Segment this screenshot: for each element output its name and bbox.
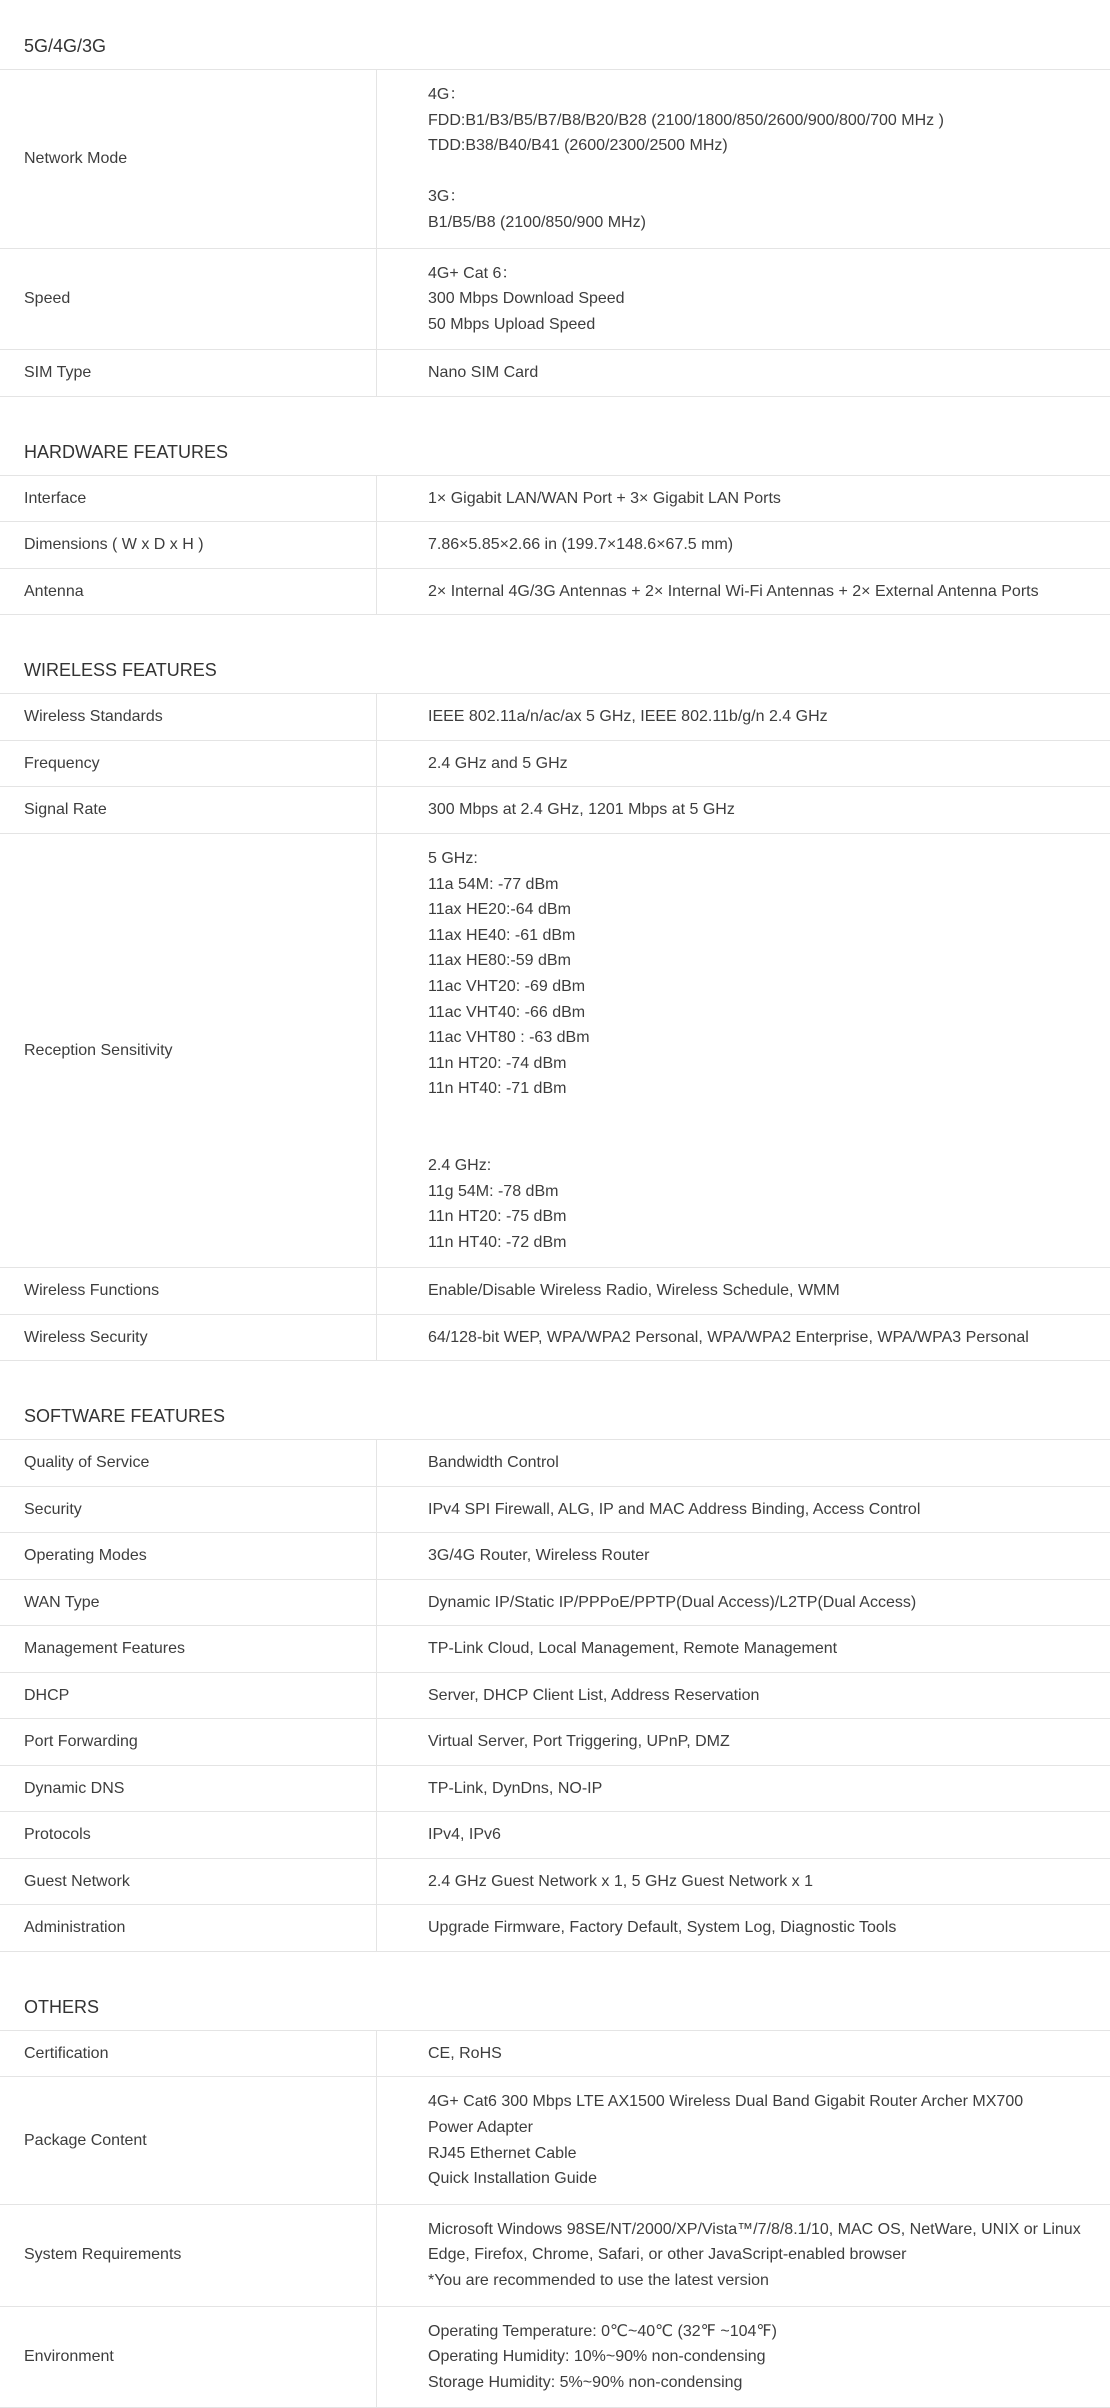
spec-row-wireless-functions	[0, 1268, 1110, 1315]
spec-value-line: 2.4 GHz and 5 GHz	[428, 754, 568, 772]
spec-row-dhcp	[0, 1673, 1110, 1720]
spec-value-line: 11ax HE20:-64 dBm	[428, 901, 571, 919]
spec-row-management-features	[0, 1626, 1110, 1673]
spec-value-line: TDD:B38/B40/B41 (2600/2300/2500 MHz)	[428, 137, 728, 155]
section-software-features	[0, 1361, 1110, 1952]
spec-value	[377, 1268, 1110, 1314]
spec-value	[377, 787, 1110, 833]
spec-row-security	[0, 1487, 1110, 1534]
spec-value-line: 11n HT20: -75 dBm	[428, 1208, 567, 1226]
spec-row-quality-of-service	[0, 1440, 1110, 1487]
spec-label: SIM Type	[0, 350, 377, 396]
spec-value-line: TP-Link, DynDns, NO-IP	[428, 1779, 603, 1797]
spec-label: Operating Modes	[0, 1533, 377, 1579]
spec-value	[377, 350, 1110, 396]
spec-label: Management Features	[0, 1626, 377, 1672]
spec-value-line: 11ax HE80:-59 dBm	[428, 952, 571, 970]
spec-value	[377, 249, 1110, 350]
spec-label: System Requirements	[0, 2205, 377, 2306]
spec-label: Antenna	[0, 569, 377, 615]
spec-value	[377, 569, 1110, 615]
spec-value	[377, 1580, 1110, 1626]
spec-value-line: 2.4 GHz Guest Network x 1, 5 GHz Guest Network x 1	[428, 1872, 814, 1890]
spec-value-line: 11n HT40: -71 dBm	[428, 1080, 567, 1098]
spec-label: Guest Network	[0, 1859, 377, 1905]
spec-row-interface	[0, 476, 1110, 523]
spec-label: Port Forwarding	[0, 1719, 377, 1765]
spec-value-line: 11g 54M: -78 dBm	[428, 1182, 559, 1200]
spec-row-dimensions-w-x-d-x-h	[0, 522, 1110, 569]
spec-value-line: 300 Mbps Download Speed	[428, 290, 625, 308]
spec-value-line: 2× Internal 4G/3G Antennas + 2× Internal Wi-Fi Antennas + 2× External Antenna Ports	[428, 582, 1039, 600]
spec-value	[377, 1905, 1110, 1951]
spec-value	[377, 522, 1110, 568]
spec-value-line: Quick Installation Guide	[428, 2170, 597, 2188]
spec-row-antenna	[0, 569, 1110, 616]
spec-value-line: 3G：	[428, 188, 466, 206]
spec-label: Wireless Functions	[0, 1268, 377, 1314]
spec-label: Dimensions ( W x D x H )	[0, 522, 377, 568]
spec-row-wireless-standards	[0, 694, 1110, 741]
spec-row-operating-modes	[0, 1533, 1110, 1580]
spec-value-line: Enable/Disable Wireless Radio, Wireless Schedule, WMM	[428, 1282, 840, 1300]
spec-line-spacer	[428, 1127, 1098, 1153]
spec-value-line: Bandwidth Control	[428, 1454, 559, 1472]
spec-label: Signal Rate	[0, 787, 377, 833]
spec-value	[377, 2031, 1110, 2077]
spec-label: Security	[0, 1487, 377, 1533]
spec-value-line: 5 GHz:	[428, 849, 478, 867]
spec-row-administration	[0, 1905, 1110, 1952]
spec-value	[377, 1533, 1110, 1579]
spec-label: WAN Type	[0, 1580, 377, 1626]
spec-value-line: IEEE 802.11a/n/ac/ax 5 GHz, IEEE 802.11b/g/n 2.4 GHz	[428, 708, 828, 726]
spec-value	[377, 1315, 1110, 1361]
spec-label: Wireless Standards	[0, 694, 377, 740]
spec-row-sim-type	[0, 350, 1110, 397]
spec-row-system-requirements	[0, 2205, 1110, 2307]
spec-value	[377, 1859, 1110, 1905]
spec-value-line: 11n HT20: -74 dBm	[428, 1054, 567, 1072]
spec-label: DHCP	[0, 1673, 377, 1719]
spec-value-line: Storage Humidity: 5%~90% non-condensing	[428, 2373, 743, 2391]
spec-row-speed	[0, 249, 1110, 351]
spec-value-line: Operating Humidity: 10%~90% non-condensing	[428, 2348, 766, 2366]
spec-value-line: Upgrade Firmware, Factory Default, System Log, Diagnostic Tools	[428, 1919, 897, 1937]
spec-label: Frequency	[0, 741, 377, 787]
spec-value	[377, 476, 1110, 522]
spec-value-line: 4G+ Cat 6：	[428, 264, 518, 282]
spec-row-environment	[0, 2307, 1110, 2408]
spec-value-line: Operating Temperature: 0℃~40℃ (32℉ ~104℉)	[428, 2322, 777, 2340]
spec-value-line: IPv4 SPI Firewall, ALG, IP and MAC Address Binding, Access Control	[428, 1500, 921, 1518]
spec-row-wan-type	[0, 1580, 1110, 1627]
spec-label: Wireless Security	[0, 1315, 377, 1361]
section-wireless-features	[0, 615, 1110, 1361]
spec-value-line: 11ac VHT40: -66 dBm	[428, 1003, 586, 1021]
spec-value-line: Edge, Firefox, Chrome, Safari, or other JavaScript-enabled browser	[428, 2246, 907, 2264]
spec-value	[377, 1440, 1110, 1486]
spec-value-line: Dynamic IP/Static IP/PPPoE/PPTP(Dual Access)/L2TP(Dual Access)	[428, 1593, 917, 1611]
spec-label: Interface	[0, 476, 377, 522]
spec-value-line: Power Adapter	[428, 2119, 533, 2137]
spec-label: Environment	[0, 2307, 377, 2408]
spec-label: Dynamic DNS	[0, 1766, 377, 1812]
spec-value	[377, 694, 1110, 740]
spec-row-package-content	[0, 2077, 1110, 2204]
spec-value-line: RJ45 Ethernet Cable	[428, 2144, 577, 2162]
spec-value-line: 11n HT40: -72 dBm	[428, 1233, 567, 1251]
spec-value-line: FDD:B1/B3/B5/B7/B8/B20/B28 (2100/1800/850/2600/900/800/700 MHz )	[428, 111, 944, 129]
spec-value	[377, 1719, 1110, 1765]
spec-label: Reception Sensitivity	[0, 834, 377, 1268]
spec-label: Network Mode	[0, 70, 377, 248]
spec-value-line: 1× Gigabit LAN/WAN Port + 3× Gigabit LAN Ports	[428, 489, 781, 507]
spec-label: Administration	[0, 1905, 377, 1951]
section-title: 5G/4G/3G	[0, 0, 1110, 70]
spec-value	[377, 834, 1110, 1268]
spec-value-line: 4G+ Cat6 300 Mbps LTE AX1500 Wireless Dual Band Gigabit Router Archer MX700	[428, 2093, 1024, 2111]
section-hardware-features	[0, 397, 1110, 616]
spec-row-certification	[0, 2031, 1110, 2078]
spec-value	[377, 1626, 1110, 1672]
spec-label: Speed	[0, 249, 377, 350]
spec-value-line: CE, RoHS	[428, 2044, 502, 2062]
spec-value-line: 2.4 GHz:	[428, 1157, 492, 1175]
spec-value-line: 4G：	[428, 86, 466, 104]
spec-value-line: 50 Mbps Upload Speed	[428, 315, 596, 333]
spec-value	[377, 1812, 1110, 1858]
spec-value-line: 11ac VHT80 : -63 dBm	[428, 1029, 590, 1047]
spec-value-line: 3G/4G Router, Wireless Router	[428, 1547, 650, 1565]
spec-row-wireless-security	[0, 1315, 1110, 1362]
spec-value-line: 11a 54M: -77 dBm	[428, 875, 559, 893]
spec-value-line: B1/B5/B8 (2100/850/900 MHz)	[428, 213, 646, 231]
section-5g-4g-3g	[0, 0, 1110, 397]
spec-value-line: Microsoft Windows 98SE/NT/2000/XP/Vista™/7/8/8.1/10, MAC OS, NetWare, UNIX or Linux	[428, 2220, 1081, 2238]
spec-value-line: IPv4, IPv6	[428, 1826, 501, 1844]
spec-value	[377, 70, 1110, 248]
spec-value	[377, 741, 1110, 787]
spec-value-line: 300 Mbps at 2.4 GHz, 1201 Mbps at 5 GHz	[428, 801, 735, 819]
spec-line-spacer	[428, 1102, 1098, 1128]
spec-value-line: 64/128-bit WEP, WPA/WPA2 Personal, WPA/WPA2 Enterprise, WPA/WPA3 Personal	[428, 1328, 1029, 1346]
spec-label: Quality of Service	[0, 1440, 377, 1486]
spec-value	[377, 1673, 1110, 1719]
spec-row-network-mode	[0, 70, 1110, 249]
spec-value-line: Nano SIM Card	[428, 364, 539, 382]
spec-row-port-forwarding	[0, 1719, 1110, 1766]
spec-row-signal-rate	[0, 787, 1110, 834]
spec-value-line: *You are recommended to use the latest version	[428, 2272, 769, 2290]
spec-row-dynamic-dns	[0, 1766, 1110, 1813]
spec-label: Certification	[0, 2031, 377, 2077]
spec-value	[377, 2205, 1110, 2306]
section-title: SOFTWARE FEATURES	[0, 1361, 1110, 1440]
spec-line-spacer	[428, 159, 1098, 185]
spec-value	[377, 2077, 1110, 2203]
spec-value	[377, 1766, 1110, 1812]
section-title: OTHERS	[0, 1952, 1110, 2031]
spec-value-line: TP-Link Cloud, Local Management, Remote Management	[428, 1640, 838, 1658]
spec-row-guest-network	[0, 1859, 1110, 1906]
spec-row-reception-sensitivity	[0, 834, 1110, 1269]
spec-row-protocols	[0, 1812, 1110, 1859]
spec-value-line: Server, DHCP Client List, Address Reservation	[428, 1686, 760, 1704]
spec-label: Package Content	[0, 2077, 377, 2203]
section-title: WIRELESS FEATURES	[0, 615, 1110, 694]
spec-value-line: 7.86×5.85×2.66 in (199.7×148.6×67.5 mm)	[428, 536, 734, 554]
spec-row-frequency	[0, 741, 1110, 788]
section-others	[0, 1952, 1110, 2408]
spec-label: Protocols	[0, 1812, 377, 1858]
spec-value-line: 11ac VHT20: -69 dBm	[428, 977, 586, 995]
spec-value-line: Virtual Server, Port Triggering, UPnP, DMZ	[428, 1733, 730, 1751]
spec-value	[377, 2307, 1110, 2408]
section-title: HARDWARE FEATURES	[0, 397, 1110, 476]
spec-value-line: 11ax HE40: -61 dBm	[428, 926, 576, 944]
spec-value	[377, 1487, 1110, 1533]
